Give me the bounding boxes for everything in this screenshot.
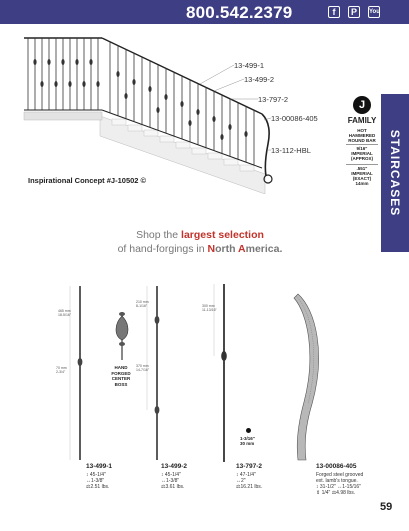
product-13-499-2-drawing <box>147 286 159 460</box>
tagline-text: merica. <box>245 243 283 255</box>
phone-number[interactable]: 800.542.2379 <box>186 3 293 22</box>
spec-line: 14mm <box>355 181 369 186</box>
detail-line: ↔1-3/8" <box>161 478 180 484</box>
tagline-highlight: largest selection <box>181 229 264 241</box>
spec-line: HOT <box>357 128 367 133</box>
callout-13-00086-405: 13-00086-405 <box>271 114 318 123</box>
dim-label <box>136 300 149 308</box>
staircase-illustration <box>0 24 300 194</box>
detail-line: ⚖16.21 lbs. <box>236 484 263 490</box>
product-13-499-1-drawing <box>70 286 82 460</box>
product-details <box>236 472 262 490</box>
product-code[interactable]: 13-499-2 <box>161 463 188 470</box>
dim-label <box>58 309 71 317</box>
boss-text: HAND <box>114 365 128 370</box>
detail-line: ⚖3.61 lbs. <box>161 484 185 490</box>
spec-line: (EXACT) <box>352 176 372 181</box>
dim-text: 370 mm <box>136 364 149 368</box>
detail-line: ⇕ 1/4" ⚖4.98 lbs. <box>316 490 356 496</box>
spec-line: IMPERIAL <box>351 151 373 156</box>
dim-text: 70 mm <box>56 366 67 370</box>
dim-text: 210 mm <box>136 300 149 304</box>
callout-13-499-1: 13-499-1 <box>234 61 265 70</box>
callout-13-112-hbl: 13-112-HBL <box>271 146 311 155</box>
dim-text: 11-13/16" <box>202 308 217 312</box>
pinterest-icon[interactable]: P <box>348 6 360 18</box>
product-code[interactable]: 13-797-2 <box>236 463 263 470</box>
round-bar-size <box>240 436 255 446</box>
detail-line: ↔2" <box>236 478 246 484</box>
tagline-line-2 <box>0 243 400 255</box>
family-badge: J <box>353 96 371 114</box>
product-details <box>86 472 109 490</box>
dim-label <box>56 366 67 374</box>
family-spec-exact <box>341 166 383 186</box>
round-size-text: 30 mm <box>240 441 255 446</box>
spec-line: (APPROX) <box>350 156 373 161</box>
product-code[interactable]: 13-00086-405 <box>316 463 357 470</box>
dim-text: 300 mm <box>202 304 215 308</box>
divider <box>346 144 378 145</box>
tagline-text: Shop the <box>136 229 182 241</box>
center-boss-label <box>104 365 138 387</box>
callout-13-797-2: 13-797-2 <box>258 95 289 104</box>
spec-line: .551" <box>356 166 368 171</box>
youtube-icon[interactable]: You <box>368 6 380 18</box>
dim-text: 8-1/16" <box>136 304 148 308</box>
boss-text: BOSS <box>114 381 128 387</box>
product-illustrations <box>40 284 340 464</box>
detail-line: ↕ 45-1/4" <box>161 472 181 478</box>
family-spec-imperial <box>341 146 383 161</box>
concept-caption: Inspirational Concept #J-10502 © <box>28 176 147 185</box>
page-number: 59 <box>380 501 393 513</box>
family-label: FAMILY <box>347 116 377 125</box>
dim-text: 2-3/4" <box>56 370 66 374</box>
center-boss-drawing <box>116 312 128 360</box>
section-tab-label: STAIRCASES <box>388 129 402 217</box>
product-details <box>161 472 184 490</box>
detail-line: ↕ 31-1/2" ↔1-15/16" <box>316 484 361 490</box>
divider <box>346 164 378 165</box>
dim-label <box>202 304 217 312</box>
round-bar-icon <box>246 428 251 433</box>
dim-text: 14-7/16" <box>136 368 150 372</box>
detail-line: ↕ 45-1/4" <box>86 472 106 478</box>
spec-line: 9/16" <box>356 146 368 151</box>
detail-line: ↕ 47-1/4" <box>236 472 256 478</box>
tagline-highlight: A <box>238 243 246 255</box>
tagline-highlight: N <box>207 243 216 255</box>
product-13-00086-405-drawing <box>294 294 319 460</box>
callout-13-499-2: 13-499-2 <box>244 75 275 84</box>
boss-text: FORGED <box>111 370 131 376</box>
detail-line: ⚖2.51 lbs. <box>86 484 110 490</box>
spec-line: IMPERIAL <box>351 171 373 176</box>
boss-text: CENTER <box>111 376 131 381</box>
dim-text: 18-5/16" <box>58 313 72 317</box>
detail-line: ext. lamb's tongue. <box>316 478 358 484</box>
tagline-line-1 <box>0 229 400 241</box>
header-bar <box>0 0 409 24</box>
facebook-icon[interactable]: f <box>328 6 340 18</box>
tagline-text: orth <box>215 243 239 255</box>
family-spec-bar <box>341 128 383 143</box>
detail-line: ↔1-3/8" <box>86 478 105 484</box>
dim-text: 465 mm <box>58 309 71 313</box>
product-details <box>316 472 363 496</box>
tagline-text: of hand-forgings in <box>117 243 208 255</box>
spec-line: HAMMERED <box>348 133 376 138</box>
spec-line: ROUND BAR <box>348 138 376 143</box>
detail-line: Forged steel grooved <box>316 472 364 478</box>
round-size-text: 1-3/16" <box>240 436 255 441</box>
product-code[interactable]: 13-499-1 <box>86 463 113 470</box>
